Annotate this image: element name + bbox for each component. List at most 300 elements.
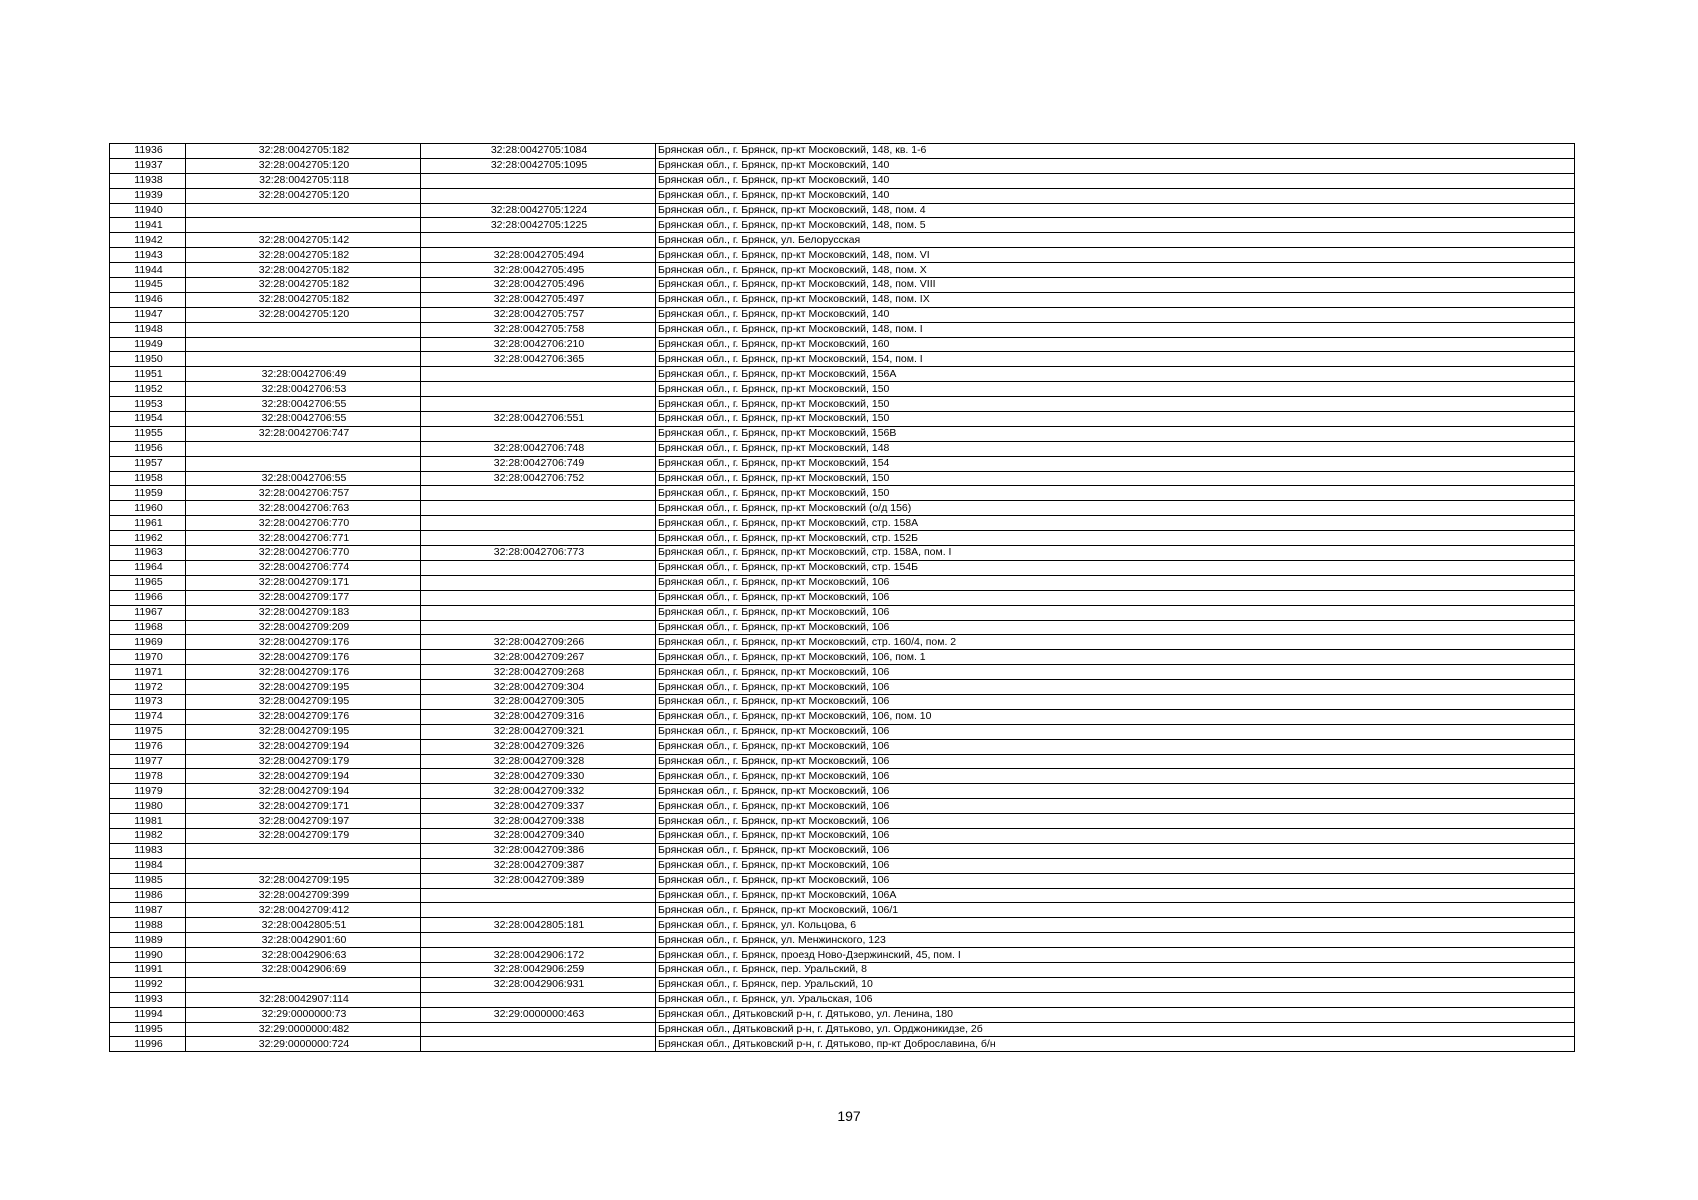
table-row: [110, 754, 1575, 769]
cell-cadastral-number-object: 32:28:0042705:496: [421, 278, 656, 293]
cell-row-number: 11970: [110, 650, 186, 665]
cell-cadastral-number-parcel: 32:28:0042709:209: [186, 620, 421, 635]
table-row: [110, 158, 1575, 173]
cell-cadastral-number-parcel: 32:28:0042705:182: [186, 278, 421, 293]
cell-row-number: 11966: [110, 590, 186, 605]
cell-cadastral-number-parcel: 32:28:0042709:176: [186, 665, 421, 680]
table-row: [110, 546, 1575, 561]
cell-cadastral-number-parcel: 32:28:0042709:183: [186, 605, 421, 620]
table-row: [110, 590, 1575, 605]
cell-cadastral-number-object: 32:28:0042706:749: [421, 456, 656, 471]
cell-cadastral-number-parcel: 32:29:0000000:724: [186, 1037, 421, 1052]
table-row: [110, 933, 1575, 948]
cell-cadastral-number-object: [421, 382, 656, 397]
cell-row-number: 11978: [110, 769, 186, 784]
cell-cadastral-number-object: 32:28:0042709:386: [421, 843, 656, 858]
cell-cadastral-number-object: 32:28:0042709:338: [421, 814, 656, 829]
cell-row-number: 11949: [110, 337, 186, 352]
cell-row-number: 11971: [110, 665, 186, 680]
cell-cadastral-number-object: 32:28:0042709:305: [421, 694, 656, 709]
cell-row-number: 11942: [110, 233, 186, 248]
cell-cadastral-number-parcel: [186, 858, 421, 873]
cell-address: Брянская обл., г. Брянск, пр-кт Московский, 106, пом. 1: [656, 650, 1575, 665]
cell-cadastral-number-object: 32:28:0042709:326: [421, 739, 656, 754]
cell-cadastral-number-object: 32:28:0042705:495: [421, 263, 656, 278]
cell-address: Брянская обл., г. Брянск, пр-кт Московский, 156А: [656, 367, 1575, 382]
table-row: [110, 709, 1575, 724]
cell-address: Брянская обл., г. Брянск, пр-кт Московский, стр. 158А: [656, 516, 1575, 531]
cell-address: Брянская обл., г. Брянск, пр-кт Московский, 106: [656, 784, 1575, 799]
cell-cadastral-number-parcel: 32:28:0042705:182: [186, 248, 421, 263]
cell-cadastral-number-parcel: 32:28:0042706:757: [186, 486, 421, 501]
table-row: [110, 814, 1575, 829]
cell-address: Брянская обл., г. Брянск, пр-кт Московский, 106: [656, 843, 1575, 858]
cell-address: Брянская обл., г. Брянск, пр-кт Московский (о/д 156): [656, 501, 1575, 516]
cell-row-number: 11961: [110, 516, 186, 531]
cell-cadastral-number-object: 32:28:0042709:328: [421, 754, 656, 769]
cell-cadastral-number-parcel: 32:28:0042706:55: [186, 397, 421, 412]
cell-cadastral-number-parcel: 32:28:0042705:120: [186, 307, 421, 322]
cell-address: Брянская обл., г. Брянск, пр-кт Московский, 106А: [656, 888, 1575, 903]
cell-address: Брянская обл., г. Брянск, пр-кт Московский, 106: [656, 665, 1575, 680]
cell-address: Брянская обл., г. Брянск, пр-кт Московский, 140: [656, 173, 1575, 188]
cell-cadastral-number-object: 32:28:0042709:330: [421, 769, 656, 784]
table-row: [110, 680, 1575, 695]
table-row: [110, 397, 1575, 412]
cell-cadastral-number-parcel: 32:28:0042709:194: [186, 739, 421, 754]
cell-row-number: 11977: [110, 754, 186, 769]
table-row: [110, 456, 1575, 471]
cell-address: Брянская обл., г. Брянск, пр-кт Московский, 106: [656, 769, 1575, 784]
cell-cadastral-number-object: 32:28:0042709:332: [421, 784, 656, 799]
page-number: 197: [837, 1108, 861, 1124]
cell-row-number: 11993: [110, 992, 186, 1007]
cell-cadastral-number-parcel: 32:28:0042706:747: [186, 426, 421, 441]
table-row: [110, 977, 1575, 992]
cell-address: Брянская обл., г. Брянск, пр-кт Московский, 106: [656, 575, 1575, 590]
cell-row-number: 11980: [110, 799, 186, 814]
cell-cadastral-number-object: 32:28:0042705:1224: [421, 203, 656, 218]
cell-address: Брянская обл., г. Брянск, ул. Менжинского, 123: [656, 933, 1575, 948]
cell-cadastral-number-parcel: 32:28:0042901:60: [186, 933, 421, 948]
cell-row-number: 11975: [110, 724, 186, 739]
cell-address: Брянская обл., г. Брянск, пр-кт Московский, 148, пом. IX: [656, 292, 1575, 307]
cell-address: Брянская обл., г. Брянск, проезд Ново-Дзержинский, 45, пом. I: [656, 948, 1575, 963]
table-row: [110, 948, 1575, 963]
cell-cadastral-number-object: [421, 1037, 656, 1052]
cell-cadastral-number-parcel: 32:28:0042705:182: [186, 144, 421, 159]
cell-cadastral-number-parcel: [186, 456, 421, 471]
cell-address: Брянская обл., г. Брянск, пр-кт Московский, 106: [656, 590, 1575, 605]
cell-cadastral-number-object: 32:28:0042709:321: [421, 724, 656, 739]
cell-row-number: 11945: [110, 278, 186, 293]
table-row: [110, 888, 1575, 903]
cell-row-number: 11953: [110, 397, 186, 412]
cell-row-number: 11985: [110, 873, 186, 888]
cell-cadastral-number-object: 32:28:0042709:387: [421, 858, 656, 873]
cell-address: Брянская обл., г. Брянск, пр-кт Московский, 148, кв. 1-6: [656, 144, 1575, 159]
cell-row-number: 11956: [110, 441, 186, 456]
table-row: [110, 471, 1575, 486]
cell-cadastral-number-object: [421, 426, 656, 441]
cell-cadastral-number-object: 32:28:0042906:931: [421, 977, 656, 992]
table-row: [110, 367, 1575, 382]
cell-address: Брянская обл., г. Брянск, пер. Уральский, 8: [656, 962, 1575, 977]
table-row: [110, 1037, 1575, 1052]
cell-cadastral-number-parcel: 32:28:0042705:182: [186, 292, 421, 307]
cell-cadastral-number-object: [421, 575, 656, 590]
cell-cadastral-number-parcel: [186, 977, 421, 992]
cell-cadastral-number-parcel: 32:28:0042709:179: [186, 754, 421, 769]
cell-row-number: 11996: [110, 1037, 186, 1052]
cell-address: Брянская обл., г. Брянск, пр-кт Московский, 106: [656, 799, 1575, 814]
cell-cadastral-number-object: [421, 531, 656, 546]
cell-address: Брянская обл., г. Брянск, пр-кт Московский, 106, пом. 10: [656, 709, 1575, 724]
cell-address: Брянская обл., г. Брянск, пр-кт Московский, 148, пом. X: [656, 263, 1575, 278]
cell-cadastral-number-parcel: [186, 322, 421, 337]
cell-row-number: 11938: [110, 173, 186, 188]
cell-cadastral-number-object: [421, 903, 656, 918]
cell-cadastral-number-object: 32:28:0042705:494: [421, 248, 656, 263]
cell-cadastral-number-parcel: 32:28:0042709:176: [186, 635, 421, 650]
cell-cadastral-number-object: [421, 367, 656, 382]
cell-address: Брянская обл., Дятьковский р-н, г. Дятьково, пр-кт Доброславина, б/н: [656, 1037, 1575, 1052]
cell-row-number: 11957: [110, 456, 186, 471]
cell-row-number: 11990: [110, 948, 186, 963]
table-row: [110, 188, 1575, 203]
cell-address: Брянская обл., г. Брянск, пр-кт Московский, 154, пом. I: [656, 352, 1575, 367]
cell-address: Брянская обл., г. Брянск, пр-кт Московский, 148: [656, 441, 1575, 456]
cell-cadastral-number-parcel: 32:28:0042709:195: [186, 873, 421, 888]
cell-cadastral-number-parcel: 32:28:0042706:53: [186, 382, 421, 397]
cell-row-number: 11962: [110, 531, 186, 546]
table-row: [110, 352, 1575, 367]
cell-cadastral-number-object: [421, 188, 656, 203]
cell-cadastral-number-parcel: [186, 337, 421, 352]
cell-cadastral-number-parcel: 32:28:0042706:771: [186, 531, 421, 546]
cell-cadastral-number-parcel: [186, 218, 421, 233]
table-row: [110, 665, 1575, 680]
table-row: [110, 858, 1575, 873]
cell-address: Брянская обл., г. Брянск, пр-кт Московский, 148, пом. VIII: [656, 278, 1575, 293]
cell-address: Брянская обл., г. Брянск, пр-кт Московский, 150: [656, 471, 1575, 486]
cell-cadastral-number-parcel: 32:28:0042709:197: [186, 814, 421, 829]
cell-row-number: 11992: [110, 977, 186, 992]
cell-cadastral-number-parcel: 32:28:0042705:120: [186, 158, 421, 173]
cell-cadastral-number-parcel: 32:28:0042706:770: [186, 546, 421, 561]
cell-cadastral-number-parcel: 32:28:0042906:69: [186, 962, 421, 977]
table-row: [110, 635, 1575, 650]
cell-cadastral-number-parcel: 32:29:0000000:73: [186, 1007, 421, 1022]
cell-cadastral-number-object: [421, 173, 656, 188]
table-row: [110, 531, 1575, 546]
cell-row-number: 11976: [110, 739, 186, 754]
cell-address: Брянская обл., г. Брянск, пер. Уральский, 10: [656, 977, 1575, 992]
cell-row-number: 11937: [110, 158, 186, 173]
cell-address: Брянская обл., г. Брянск, пр-кт Московский, 106: [656, 680, 1575, 695]
cell-cadastral-number-parcel: 32:28:0042709:176: [186, 650, 421, 665]
cell-cadastral-number-object: 32:28:0042705:1095: [421, 158, 656, 173]
cell-address: Брянская обл., г. Брянск, пр-кт Московский, 140: [656, 188, 1575, 203]
table-row: [110, 248, 1575, 263]
cell-row-number: 11972: [110, 680, 186, 695]
cell-cadastral-number-parcel: 32:29:0000000:482: [186, 1022, 421, 1037]
cell-cadastral-number-parcel: 32:28:0042706:763: [186, 501, 421, 516]
cell-cadastral-number-parcel: [186, 203, 421, 218]
cell-address: Брянская обл., г. Брянск, пр-кт Московский, 154: [656, 456, 1575, 471]
cell-cadastral-number-parcel: 32:28:0042709:171: [186, 575, 421, 590]
cell-cadastral-number-object: 32:28:0042706:551: [421, 412, 656, 427]
cell-cadastral-number-parcel: 32:28:0042706:55: [186, 471, 421, 486]
table-row: [110, 307, 1575, 322]
cell-row-number: 11994: [110, 1007, 186, 1022]
cell-row-number: 11955: [110, 426, 186, 441]
table-row: [110, 560, 1575, 575]
cell-address: Брянская обл., Дятьковский р-н, г. Дятьково, ул. Ленина, 180: [656, 1007, 1575, 1022]
table-row: [110, 724, 1575, 739]
table-row: [110, 784, 1575, 799]
cell-address: Брянская обл., г. Брянск, пр-кт Московский, 106: [656, 858, 1575, 873]
table-row: [110, 144, 1575, 159]
cell-address: Брянская обл., г. Брянск, пр-кт Московский, 140: [656, 307, 1575, 322]
cell-cadastral-number-parcel: 32:28:0042706:55: [186, 412, 421, 427]
cell-cadastral-number-object: [421, 501, 656, 516]
cell-cadastral-number-parcel: 32:28:0042706:49: [186, 367, 421, 382]
cell-cadastral-number-object: 32:28:0042709:316: [421, 709, 656, 724]
table-row: [110, 203, 1575, 218]
cell-row-number: 11968: [110, 620, 186, 635]
table-row: [110, 516, 1575, 531]
cell-cadastral-number-parcel: [186, 843, 421, 858]
cell-row-number: 11973: [110, 694, 186, 709]
cell-address: Брянская обл., г. Брянск, пр-кт Московский, 150: [656, 382, 1575, 397]
cell-row-number: 11943: [110, 248, 186, 263]
cell-row-number: 11952: [110, 382, 186, 397]
cell-cadastral-number-parcel: 32:28:0042709:195: [186, 680, 421, 695]
cell-cadastral-number-parcel: 32:28:0042906:63: [186, 948, 421, 963]
cell-cadastral-number-object: 32:28:0042705:1225: [421, 218, 656, 233]
cell-cadastral-number-parcel: 32:28:0042709:171: [186, 799, 421, 814]
cell-address: Брянская обл., г. Брянск, пр-кт Московский, 106: [656, 739, 1575, 754]
cell-address: Брянская обл., г. Брянск, пр-кт Московский, стр. 154Б: [656, 560, 1575, 575]
cell-row-number: 11940: [110, 203, 186, 218]
cell-cadastral-number-object: 32:28:0042709:389: [421, 873, 656, 888]
cell-row-number: 11984: [110, 858, 186, 873]
cell-address: Брянская обл., г. Брянск, пр-кт Московский, 106: [656, 724, 1575, 739]
table-row: [110, 441, 1575, 456]
table-row: [110, 903, 1575, 918]
table-row: [110, 1007, 1575, 1022]
cell-address: Брянская обл., г. Брянск, пр-кт Московский, стр. 158А, пом. I: [656, 546, 1575, 561]
table-row: [110, 292, 1575, 307]
cell-row-number: 11995: [110, 1022, 186, 1037]
cell-row-number: 11939: [110, 188, 186, 203]
cell-address: Брянская обл., г. Брянск, пр-кт Московский, 150: [656, 397, 1575, 412]
table-row: [110, 278, 1575, 293]
cell-row-number: 11964: [110, 560, 186, 575]
cell-address: Брянская обл., г. Брянск, пр-кт Московский, стр. 160/4, пом. 2: [656, 635, 1575, 650]
cell-row-number: 11987: [110, 903, 186, 918]
table-row: [110, 769, 1575, 784]
cell-row-number: 11936: [110, 144, 186, 159]
cell-cadastral-number-object: [421, 992, 656, 1007]
cell-address: Брянская обл., г. Брянск, пр-кт Московский, 106: [656, 873, 1575, 888]
cell-cadastral-number-object: [421, 1022, 656, 1037]
cell-cadastral-number-object: 32:28:0042706:773: [421, 546, 656, 561]
cell-address: Брянская обл., г. Брянск, ул. Кольцова, 6: [656, 918, 1575, 933]
cell-row-number: 11948: [110, 322, 186, 337]
cell-address: Брянская обл., г. Брянск, пр-кт Московский, 106: [656, 754, 1575, 769]
cell-row-number: 11963: [110, 546, 186, 561]
cell-cadastral-number-parcel: 32:28:0042709:177: [186, 590, 421, 605]
cell-address: Брянская обл., г. Брянск, пр-кт Московский, 150: [656, 486, 1575, 501]
cell-cadastral-number-object: [421, 888, 656, 903]
cell-cadastral-number-object: [421, 933, 656, 948]
cell-address: Брянская обл., г. Брянск, пр-кт Московский, 148, пом. 4: [656, 203, 1575, 218]
cell-address: Брянская обл., г. Брянск, пр-кт Московский, стр. 152Б: [656, 531, 1575, 546]
cell-row-number: 11982: [110, 828, 186, 843]
cell-address: Брянская обл., г. Брянск, пр-кт Московский, 148, пом. I: [656, 322, 1575, 337]
registry-table: [109, 143, 1575, 1052]
cell-cadastral-number-object: [421, 590, 656, 605]
cell-cadastral-number-parcel: 32:28:0042709:195: [186, 694, 421, 709]
cell-cadastral-number-parcel: 32:28:0042709:179: [186, 828, 421, 843]
table-row: [110, 486, 1575, 501]
cell-cadastral-number-object: 32:28:0042706:752: [421, 471, 656, 486]
cell-address: Брянская обл., Дятьковский р-н, г. Дятьково, ул. Орджоникидзе, 2б: [656, 1022, 1575, 1037]
cell-cadastral-number-object: 32:28:0042805:181: [421, 918, 656, 933]
cell-row-number: 11967: [110, 605, 186, 620]
cell-cadastral-number-object: 32:28:0042709:266: [421, 635, 656, 650]
cell-cadastral-number-parcel: 32:28:0042709:176: [186, 709, 421, 724]
cell-address: Брянская обл., г. Брянск, пр-кт Московский, 106: [656, 814, 1575, 829]
cell-row-number: 11991: [110, 962, 186, 977]
cell-cadastral-number-parcel: 32:28:0042706:770: [186, 516, 421, 531]
cell-cadastral-number-parcel: 32:28:0042805:51: [186, 918, 421, 933]
cell-address: Брянская обл., г. Брянск, пр-кт Московский, 148, пом. VI: [656, 248, 1575, 263]
cell-row-number: 11951: [110, 367, 186, 382]
cell-cadastral-number-object: 32:28:0042706:365: [421, 352, 656, 367]
cell-cadastral-number-parcel: 32:28:0042709:399: [186, 888, 421, 903]
table-row: [110, 918, 1575, 933]
cell-row-number: 11981: [110, 814, 186, 829]
table-row: [110, 233, 1575, 248]
cell-address: Брянская обл., г. Брянск, пр-кт Московский, 106: [656, 828, 1575, 843]
cell-address: Брянская обл., г. Брянск, пр-кт Московский, 106: [656, 694, 1575, 709]
cell-row-number: 11974: [110, 709, 186, 724]
cell-cadastral-number-object: 32:28:0042706:210: [421, 337, 656, 352]
cell-cadastral-number-object: 32:29:0000000:463: [421, 1007, 656, 1022]
cell-cadastral-number-parcel: 32:28:0042709:195: [186, 724, 421, 739]
table-row: [110, 263, 1575, 278]
cell-address: Брянская обл., г. Брянск, пр-кт Московский, 150: [656, 412, 1575, 427]
cell-cadastral-number-parcel: 32:28:0042705:182: [186, 263, 421, 278]
table-row: [110, 962, 1575, 977]
table-row: [110, 218, 1575, 233]
cell-cadastral-number-parcel: [186, 352, 421, 367]
table-row: [110, 694, 1575, 709]
cell-cadastral-number-object: 32:28:0042906:172: [421, 948, 656, 963]
cell-address: Брянская обл., г. Брянск, пр-кт Московский, 106/1: [656, 903, 1575, 918]
cell-row-number: 11954: [110, 412, 186, 427]
cell-cadastral-number-object: 32:28:0042706:748: [421, 441, 656, 456]
cell-cadastral-number-object: 32:28:0042709:340: [421, 828, 656, 843]
cell-row-number: 11986: [110, 888, 186, 903]
cell-cadastral-number-object: [421, 620, 656, 635]
cell-row-number: 11944: [110, 263, 186, 278]
cell-row-number: 11941: [110, 218, 186, 233]
cell-cadastral-number-object: [421, 397, 656, 412]
table-row: [110, 501, 1575, 516]
cell-row-number: 11946: [110, 292, 186, 307]
cell-address: Брянская обл., г. Брянск, пр-кт Московский, 156В: [656, 426, 1575, 441]
table-row: [110, 322, 1575, 337]
table-row: [110, 828, 1575, 843]
table-row: [110, 605, 1575, 620]
cell-cadastral-number-object: [421, 233, 656, 248]
cell-cadastral-number-parcel: 32:28:0042706:774: [186, 560, 421, 575]
table-row: [110, 873, 1575, 888]
cell-cadastral-number-parcel: [186, 441, 421, 456]
cell-row-number: 11958: [110, 471, 186, 486]
registry-table-body: [110, 144, 1575, 1052]
cell-row-number: 11988: [110, 918, 186, 933]
table-row: [110, 426, 1575, 441]
table-row: [110, 843, 1575, 858]
cell-address: Брянская обл., г. Брянск, ул. Уральская, 106: [656, 992, 1575, 1007]
table-row: [110, 173, 1575, 188]
cell-cadastral-number-object: 32:28:0042906:259: [421, 962, 656, 977]
cell-address: Брянская обл., г. Брянск, пр-кт Московский, 160: [656, 337, 1575, 352]
table-row: [110, 382, 1575, 397]
cell-cadastral-number-parcel: 32:28:0042709:194: [186, 769, 421, 784]
cell-cadastral-number-object: 32:28:0042705:497: [421, 292, 656, 307]
cell-cadastral-number-object: [421, 486, 656, 501]
cell-cadastral-number-object: 32:28:0042705:1084: [421, 144, 656, 159]
cell-address: Брянская обл., г. Брянск, пр-кт Московский, 106: [656, 620, 1575, 635]
cell-cadastral-number-parcel: 32:28:0042709:412: [186, 903, 421, 918]
cell-address: Брянская обл., г. Брянск, ул. Белорусская: [656, 233, 1575, 248]
cell-cadastral-number-parcel: 32:28:0042705:120: [186, 188, 421, 203]
cell-address: Брянская обл., г. Брянск, пр-кт Московский, 106: [656, 605, 1575, 620]
cell-address: Брянская обл., г. Брянск, пр-кт Московский, 140: [656, 158, 1575, 173]
cell-row-number: 11965: [110, 575, 186, 590]
cell-cadastral-number-object: 32:28:0042705:757: [421, 307, 656, 322]
cell-cadastral-number-object: [421, 605, 656, 620]
cell-row-number: 11950: [110, 352, 186, 367]
cell-row-number: 11983: [110, 843, 186, 858]
cell-cadastral-number-parcel: 32:28:0042705:118: [186, 173, 421, 188]
table-row: [110, 575, 1575, 590]
cell-address: Брянская обл., г. Брянск, пр-кт Московский, 148, пом. 5: [656, 218, 1575, 233]
cell-cadastral-number-object: 32:28:0042709:337: [421, 799, 656, 814]
table-row: [110, 620, 1575, 635]
cell-cadastral-number-object: 32:28:0042709:267: [421, 650, 656, 665]
cell-row-number: 11959: [110, 486, 186, 501]
cell-cadastral-number-object: [421, 560, 656, 575]
table-row: [110, 337, 1575, 352]
cell-row-number: 11947: [110, 307, 186, 322]
cell-row-number: 11960: [110, 501, 186, 516]
cell-cadastral-number-object: [421, 516, 656, 531]
cell-cadastral-number-object: 32:28:0042705:758: [421, 322, 656, 337]
cell-cadastral-number-object: 32:28:0042709:304: [421, 680, 656, 695]
table-row: [110, 992, 1575, 1007]
cell-cadastral-number-parcel: 32:28:0042709:194: [186, 784, 421, 799]
table-row: [110, 412, 1575, 427]
table-row: [110, 799, 1575, 814]
cell-row-number: 11969: [110, 635, 186, 650]
